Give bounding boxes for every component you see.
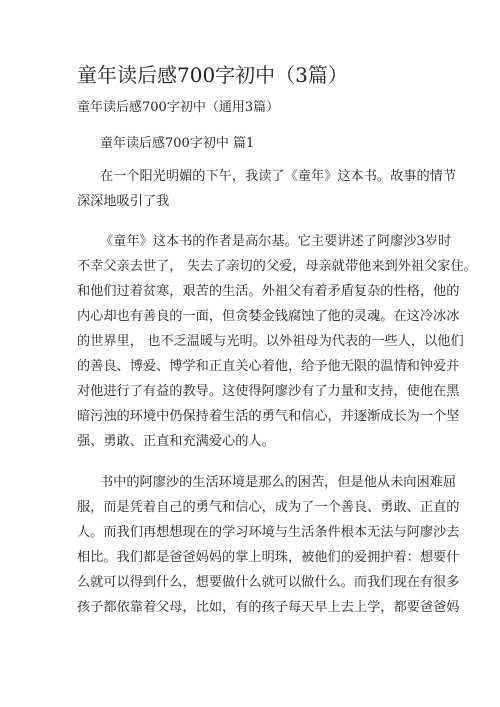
- paragraph-line: 和他们过着贫寒，艰苦的生活。外祖父有着矛盾复杂的性格，他的: [77, 284, 460, 299]
- paragraph-line: 对他进行了有益的教导。这使得阿廖沙有了力量和支持，使他在黑: [77, 384, 460, 399]
- section-title: 童年读后感700字初中 篇1: [100, 136, 255, 151]
- paragraph-line: 么就可以得到什么，想要做什么就可以做什么。而我们现在有很多: [77, 575, 460, 590]
- paragraph-line: 内心却也有善良的一面，但贪婪金钱腐蚀了他的灵魂。在这冷冰冰: [77, 309, 460, 324]
- paragraph-line: 深深地吸引了我: [77, 194, 170, 209]
- paragraph-line: 《童年》这本书的作者是高尔基。它主要讲述了阿廖沙3岁时: [100, 234, 452, 249]
- paragraph-line: 相比。我们都是爸爸妈妈的掌上明珠，被他们的爱拥护着：想要什: [77, 550, 460, 565]
- paragraph-line: 孩子都依靠着父母，比如，有的孩子每天早上去上学，都要爸爸妈: [77, 600, 460, 615]
- paragraph-line: 服，而是凭着自己的勇气和信心，成为了一个善良、勇敢、正直的: [77, 500, 460, 515]
- document-subtitle: 童年读后感700字初中（通用3篇）: [77, 100, 280, 115]
- document-title: 童年读后感700字初中（3篇）: [77, 63, 348, 87]
- paragraph-line: 强、勇敢、正直和充满爱心的人。: [77, 434, 275, 449]
- paragraph-line: 在一个阳光明媚的下午，我读了《童年》这本书。故事的情节: [100, 169, 457, 184]
- paragraph-line: 不幸父亲去世了， 失去了亲切的父爱，母亲就带他来到外祖父家住。: [77, 259, 477, 274]
- paragraph-line: 的善良、博爱、博学和正直关心着他，给予他无限的温情和钟爱并: [77, 359, 460, 374]
- paragraph-line: 书中的阿廖沙的生活环境是那么的困苦，但是他从未向困难屈: [100, 475, 457, 490]
- paragraph-line: 的世界里， 也不乏温暖与光明。以外祖母为代表的一些人，以他们: [77, 334, 464, 349]
- paragraph-line: 暗污浊的环境中仍保持着生活的勇气和信心，并逐渐成长为一个坚: [77, 409, 460, 424]
- paragraph-line: 人。而我们再想想现在的学习环境与生活条件根本无法与阿廖沙去: [77, 525, 460, 540]
